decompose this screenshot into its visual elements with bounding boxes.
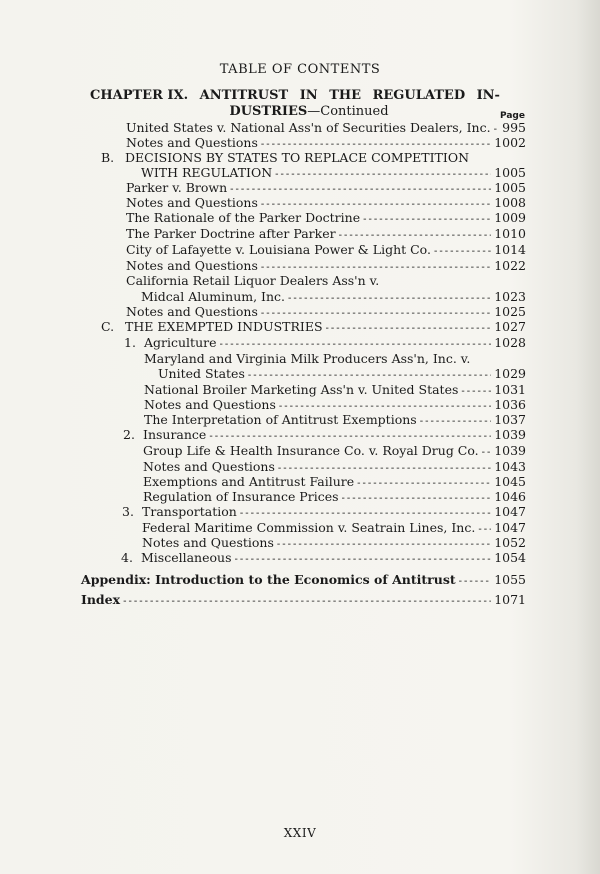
toc-entry-text: National Broiler Marketing Ass'n v. United States bbox=[144, 382, 459, 397]
toc-entry-text: Notes and Questions bbox=[142, 535, 274, 550]
chapter-heading bbox=[90, 88, 500, 120]
toc-entry-page: 1005 bbox=[494, 180, 526, 195]
toc-entry-page: 1037 bbox=[494, 412, 526, 427]
toc-entry-text: The Parker Doctrine after Parker bbox=[126, 226, 336, 241]
chapter-title-line-2: DUSTRIES bbox=[229, 104, 308, 119]
toc-entry bbox=[143, 489, 526, 505]
toc-subsection bbox=[122, 504, 526, 520]
chapter-word-2: ANTITRUST bbox=[199, 88, 289, 103]
toc-entry bbox=[126, 226, 526, 242]
toc-entry-page: 1022 bbox=[494, 258, 526, 273]
toc-entry-page: 1043 bbox=[494, 459, 526, 474]
page-column-label: Page bbox=[500, 111, 525, 121]
toc-entry-page: 1025 bbox=[494, 304, 526, 319]
toc-subsection-label: 3. bbox=[122, 504, 134, 519]
page-number: XXIV bbox=[283, 826, 317, 840]
toc-entry-page: 1039 bbox=[494, 427, 526, 442]
chapter-word-6: IN- bbox=[476, 88, 500, 103]
toc-entry-text: Notes and Questions bbox=[143, 459, 275, 474]
chapter-word-5: REGULATED bbox=[372, 88, 466, 103]
toc-entry bbox=[158, 366, 526, 382]
chapter-continued: —Continued bbox=[307, 104, 389, 119]
toc-entry bbox=[141, 289, 526, 305]
toc-entry-text: United States bbox=[158, 366, 245, 381]
toc-subsection-label: 1. bbox=[124, 335, 136, 350]
toc-entry-text: WITH REGULATION bbox=[141, 165, 273, 180]
toc-entry-text: Group Life & Health Insurance Co. v. Royal Drug Co. bbox=[143, 443, 479, 458]
toc-entry-text: Notes and Questions bbox=[126, 304, 258, 319]
toc-entry-text: California Retail Liquor Dealers Ass'n v. bbox=[126, 273, 380, 288]
toc-entry-page: 1027 bbox=[494, 319, 526, 334]
toc-subsection bbox=[121, 550, 526, 566]
toc-entry bbox=[126, 273, 526, 289]
toc-section bbox=[101, 319, 526, 335]
toc-section-title: THE EXEMPTED INDUSTRIES bbox=[125, 319, 323, 334]
toc-entry-page: 1055 bbox=[494, 572, 526, 587]
toc-entry-text: Notes and Questions bbox=[126, 195, 258, 210]
toc-subsection bbox=[123, 427, 526, 443]
toc-entry bbox=[141, 165, 526, 181]
toc-entry bbox=[144, 397, 526, 413]
toc-subsection-title: Insurance bbox=[143, 427, 207, 442]
toc-section-label: C. bbox=[101, 319, 115, 334]
toc-section bbox=[101, 150, 521, 166]
toc-entry-text: Notes and Questions bbox=[144, 397, 276, 412]
toc-entry-text: Exemptions and Antitrust Failure bbox=[143, 474, 355, 489]
toc-entry bbox=[126, 210, 526, 226]
toc-entry bbox=[142, 520, 526, 536]
page-header: TABLE OF CONTENTS bbox=[219, 62, 381, 77]
toc-entry bbox=[126, 242, 526, 258]
toc-entry-page: 1071 bbox=[494, 592, 526, 607]
toc-entry-page: 1045 bbox=[494, 474, 526, 489]
toc-entry-page: 1031 bbox=[494, 382, 526, 397]
toc-entry-page: 1047 bbox=[494, 504, 526, 519]
toc-entry bbox=[142, 535, 526, 551]
toc-entry bbox=[126, 304, 526, 320]
toc-subsection-title: Miscellaneous bbox=[141, 550, 232, 565]
toc-entry bbox=[143, 474, 526, 490]
chapter-word-1: CHAPTER IX. bbox=[90, 88, 189, 103]
toc-entry-page: 1047 bbox=[494, 520, 526, 535]
toc-entry-text: Index bbox=[81, 592, 121, 607]
toc-entry-page: 1010 bbox=[494, 226, 526, 241]
toc-entry-text: Midcal Aluminum, Inc. bbox=[141, 289, 286, 304]
toc-entry-text: United States v. National Ass'n of Securities Dealers, Inc. bbox=[126, 120, 491, 135]
toc-section-title: DECISIONS BY STATES TO REPLACE COMPETITION bbox=[125, 150, 470, 165]
toc-entry bbox=[126, 180, 526, 196]
toc-entry bbox=[126, 120, 526, 136]
toc-entry-page: 1009 bbox=[494, 210, 526, 225]
toc-entry bbox=[144, 351, 526, 367]
toc-entry-text: Appendix: Introduction to the Economics of Antitrust bbox=[81, 572, 456, 587]
toc-entry-page: 1029 bbox=[494, 366, 526, 381]
toc-entry-page: 1046 bbox=[494, 489, 526, 504]
toc-entry bbox=[144, 382, 526, 398]
toc-entry bbox=[126, 258, 526, 274]
toc-entry-text: Maryland and Virginia Milk Producers Ass'n, Inc. v. bbox=[144, 351, 471, 366]
chapter-word-3: IN bbox=[299, 88, 318, 103]
toc-entry bbox=[143, 443, 526, 459]
toc-entry bbox=[143, 459, 526, 475]
toc-entry-page: 1039 bbox=[494, 443, 526, 458]
toc-appendix bbox=[81, 572, 526, 588]
toc-subsection bbox=[124, 335, 526, 351]
toc-entry bbox=[126, 195, 526, 211]
toc-entry-page: 1036 bbox=[494, 397, 526, 412]
chapter-word-4: THE bbox=[329, 88, 362, 103]
toc-entry-text: The Rationale of the Parker Doctrine bbox=[126, 210, 361, 225]
toc-entry-page: 1054 bbox=[494, 550, 526, 565]
toc-entry-text: The Interpretation of Antitrust Exemptions bbox=[144, 412, 417, 427]
toc-entry-page: 995 bbox=[502, 120, 526, 135]
toc-index bbox=[81, 592, 526, 608]
toc-subsection-title: Transportation bbox=[142, 504, 237, 519]
toc-entry-page: 1052 bbox=[494, 535, 526, 550]
toc-entry-text: Notes and Questions bbox=[126, 135, 258, 150]
toc-entry bbox=[126, 135, 526, 151]
toc-entry-page: 1005 bbox=[494, 165, 526, 180]
toc-entry-text: Parker v. Brown bbox=[126, 180, 228, 195]
toc-subsection-label: 4. bbox=[121, 550, 133, 565]
toc-entry-page: 1002 bbox=[494, 135, 526, 150]
toc-subsection-title: Agriculture bbox=[144, 335, 217, 350]
toc-section-label: B. bbox=[101, 150, 115, 165]
toc-entry-text: City of Lafayette v. Louisiana Power & Light Co. bbox=[126, 242, 431, 257]
toc-entry-text: Federal Maritime Commission v. Seatrain Lines, Inc. bbox=[142, 520, 476, 535]
toc-entry-page: 1028 bbox=[494, 335, 526, 350]
toc-entry bbox=[144, 412, 526, 428]
toc-subsection-label: 2. bbox=[123, 427, 135, 442]
toc-entry-page: 1014 bbox=[494, 242, 526, 257]
toc-entry-page: 1023 bbox=[494, 289, 526, 304]
toc-entry-text: Notes and Questions bbox=[126, 258, 258, 273]
toc-entry-page: 1008 bbox=[494, 195, 526, 210]
toc-entry-text: Regulation of Insurance Prices bbox=[143, 489, 339, 504]
